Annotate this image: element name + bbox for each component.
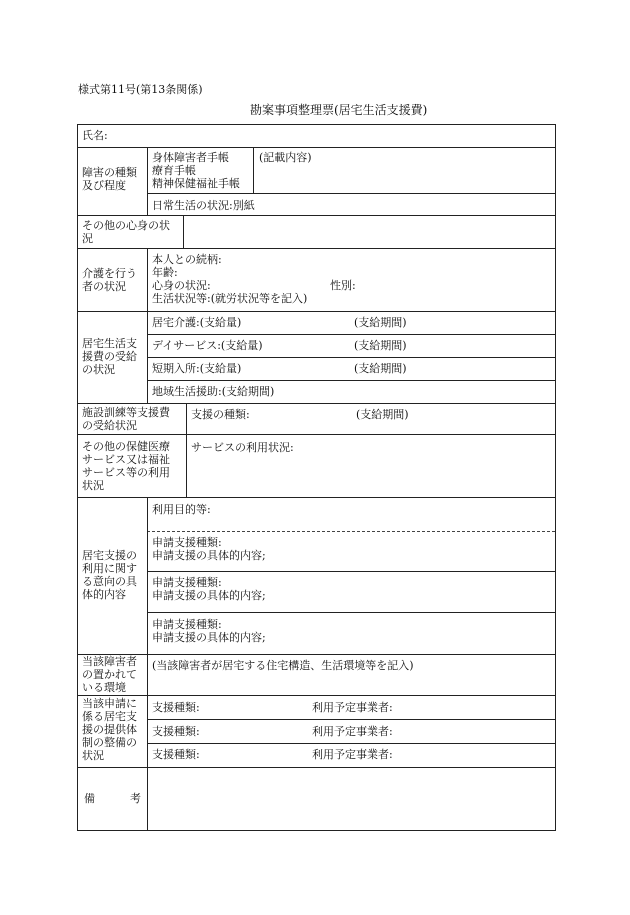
request-type-3: 申請支援種類:	[152, 618, 222, 631]
request-content-3: 申請支援の具体的内容;	[152, 631, 266, 644]
caregiver-sex: 性別:	[330, 279, 356, 292]
request-type-2: 申請支援種類:	[152, 576, 222, 589]
remarks-char1: 備	[84, 792, 95, 805]
provision-provider-3: 利用予定事業者:	[312, 748, 393, 761]
other-service-line4: 状況	[82, 479, 104, 492]
intention-line1: 居宅支援の	[82, 549, 137, 562]
handbook-physical: 身体障害者手帳	[152, 151, 229, 164]
handbook-mental: 精神保健福祉手帳	[152, 177, 240, 190]
provision-line3: 援の提供体	[82, 723, 137, 736]
intention-line3: る意向の具	[82, 575, 137, 588]
caregiver-life: 生活状況等:(就労状況等を記入)	[152, 292, 308, 305]
other-service-line3: サービス等の利用	[82, 466, 170, 479]
disability-label-line1: 障害の種類	[82, 166, 137, 179]
short-stay: 短期入所:(支給量)	[152, 362, 242, 375]
facility-label-line2: の受給状況	[82, 419, 137, 432]
intention-line2: 利用に関す	[82, 562, 137, 575]
provision-type-1: 支援種類:	[152, 701, 200, 714]
other-condition-line1: その他の心身の状	[82, 219, 170, 232]
facility-period: (支給期間)	[356, 408, 409, 421]
support-fee-label-line3: の状況	[82, 363, 115, 376]
environment-line1: 当該障害者	[82, 655, 137, 668]
form-number: 様式第11号(第13条関係)	[78, 83, 203, 96]
caregiver-age: 年齢:	[152, 266, 178, 279]
remarks-char2: 考	[130, 792, 141, 805]
caregiver-label-line1: 介護を行う	[82, 267, 137, 280]
provision-provider-1: 利用予定事業者:	[312, 701, 393, 714]
facility-support-type: 支援の種類:	[191, 408, 250, 421]
home-care: 居宅介護:(支給量)	[152, 316, 242, 329]
handbook-rehab: 療育手帳	[152, 164, 196, 177]
caregiver-label-line2: 者の状況	[82, 280, 126, 293]
name-label: 氏名:	[82, 129, 108, 142]
request-content-2: 申請支援の具体的内容;	[152, 589, 266, 602]
environment-note: (当該障害者が居宅する住宅構造、生活環境等を記入)	[152, 659, 414, 672]
provision-provider-2: 利用予定事業者:	[312, 725, 393, 738]
day-service-period: (支給期間)	[354, 339, 407, 352]
provision-line4: 制の整備の	[82, 736, 137, 749]
provision-line1: 当該申請に	[82, 697, 137, 710]
disability-label-line2: 及び程度	[82, 179, 126, 192]
environment-line3: いる環境	[82, 681, 126, 694]
other-service-line2: サービス又は福祉	[82, 453, 170, 466]
day-service: デイサービス:(支給量)	[152, 339, 263, 352]
caregiver-relation: 本人との続柄:	[152, 253, 222, 266]
home-care-period: (支給期間)	[354, 316, 407, 329]
provision-type-2: 支援種類:	[152, 725, 200, 738]
support-fee-label-line1: 居宅生活支	[82, 337, 137, 350]
facility-label-line1: 施設訓練等支援費	[82, 406, 170, 419]
caregiver-condition: 心身の状況:	[152, 279, 211, 292]
request-type-1: 申請支援種類:	[152, 536, 222, 549]
intention-line4: 体的内容	[82, 588, 126, 601]
other-condition-line2: 況	[82, 232, 93, 245]
daily-life-status: 日常生活の状況:別紙	[152, 199, 255, 212]
record-content: (記載内容)	[259, 151, 312, 164]
service-usage: サービスの利用状況:	[191, 441, 294, 454]
other-service-line1: その他の保健医療	[82, 440, 170, 453]
request-content-1: 申請支援の具体的内容;	[152, 549, 266, 562]
provision-line5: 状況	[82, 749, 104, 762]
environment-line2: の置かれて	[82, 668, 137, 681]
short-stay-period: (支給期間)	[354, 362, 407, 375]
support-fee-label-line2: 援費の受給	[82, 350, 137, 363]
form-title: 勘案事項整理票(居宅生活支援費)	[250, 103, 428, 117]
community-support: 地域生活援助:(支給期間)	[152, 385, 275, 398]
provision-line2: 係る居宅支	[82, 710, 137, 723]
provision-type-3: 支援種類:	[152, 748, 200, 761]
usage-purpose: 利用目的等:	[152, 503, 211, 516]
